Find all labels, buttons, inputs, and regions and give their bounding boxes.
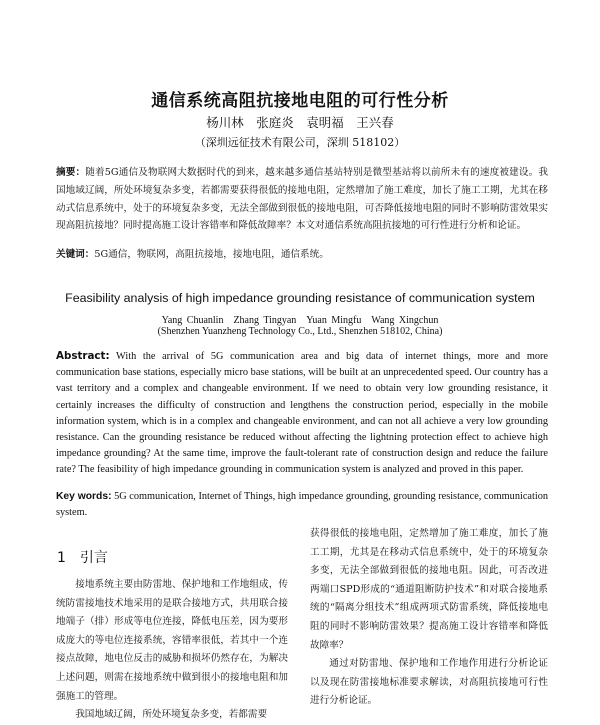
keywords-en bbox=[56, 489, 548, 521]
abstract-en bbox=[56, 348, 548, 479]
right-column bbox=[310, 525, 548, 711]
authors-en: Yang Chuanlin Zhang Tingyan Yuan Mingfu Wang Xingchun bbox=[161, 315, 439, 326]
affiliation-cn: （深圳远征技术有限公司，深圳 518102） bbox=[194, 136, 406, 149]
paragraph: 接地系统主要由防雷地、保护地和工作地组成，传统防雷接地技术地采用的是联合接地方式，共用联合接地端子（排）形成等电位连接，降低电压差，因为要形成庞大的等电位连接系统，容错率很低，若其中一个连接点故障，地电位反击的威胁和损坏仍然存在，为解决上述问题，则需在接地系统中做到很小的接地电阻和加强施工的管理。 bbox=[56, 579, 288, 702]
paper-title-cn: 通信系统高阻抗接地电阻的可行性分析 bbox=[151, 91, 449, 111]
keywords-en-label: Key words: bbox=[56, 491, 112, 502]
abstract-cn-text: 随着5G通信及物联网大数据时代的到来，越来越多通信基站特别是微型基站将以前所未有的速度被建设。我国地域辽阔，所处环境复杂多变，若都需要获得很低的接地电阻，定然增加了施工难度，加长了施工工期，尤其在移动式信息系统中，处于的环境复杂多变，无法全部做到很低的接地电阻，可否降低接地电阻的同时不影响防雷效果实现高阻抗接地？同时提高施工设计容错率和降低故障率？本文对通信系统高阻抗接地的可行性进行分析和论证。 bbox=[56, 167, 548, 232]
paragraph: 我国地域辽阔，所处环境复杂多变，若都需要 bbox=[75, 709, 268, 721]
left-column bbox=[56, 576, 288, 725]
abstract-cn-label: 摘要： bbox=[56, 167, 86, 178]
keywords-cn bbox=[56, 246, 548, 263]
abstract-en-text: With the arrival of 5G communication area and big data of internet things, more and more communication base stations, especially micro base stations, will be built at an unprecedented speed. Our country has a vast territory and a complex and changeable environment. If we need to obtain very low grounding resistance, it certainly increases the difficulty of construction and lengthens the construction period, especially in the mobile information system, which is in a complex and changeable environment, and can not all achieve a very low grounding resistance. Can the grounding resistance be reduced without affecting the lightning protection effect to achieve high impedance grounding? At the same time, improve the fault-tolerant rate of construction design and reduce the failure rate? The feasibility of high impedance grounding in communication system is analyzed and proved in this paper. bbox=[56, 351, 549, 476]
paragraph: 通过对防雷地、保护地和工作地作用进行分析论证以及现在防雷接地标准要求解读，对高阻抗接地可行性进行分析论证。 bbox=[310, 658, 548, 707]
section-title-introduction: 1 引言 bbox=[57, 550, 108, 566]
abstract-en-label: Abstract: bbox=[56, 350, 110, 362]
paper-title-en: Feasibility analysis of high impedance grounding resistance of communication system bbox=[65, 291, 535, 305]
keywords-cn-label: 关键词： bbox=[56, 249, 95, 260]
abstract-cn bbox=[56, 164, 548, 235]
paragraph: 获得很低的接地电阻，定然增加了施工难度，加长了施工工期，尤其是在移动式信息系统中，处于的环境复杂多变，无法全部做到很低的接地电阻。因此，可否改进两端口SPD形成的“通道阻断防护技术”和对联合接地系统的“隔离分组技术”组成两项式防雷系统，降低接地电阻的同时不影响防雷效果？提高施工设计容错率和降低故障率？ bbox=[310, 528, 548, 651]
keywords-cn-text: 5G通信，物联网，高阻抗接地，接地电阻，通信系统。 bbox=[94, 249, 329, 260]
authors-cn: 杨川林 张庭炎 袁明福 王兴春 bbox=[206, 115, 394, 130]
keywords-en-text: 5G communication, Internet of Things, high impedance grounding, grounding resistance, communication system. bbox=[56, 491, 548, 518]
affiliation-en: (Shenzhen Yuanzheng Technology Co., Ltd., Shenzhen 518102, China) bbox=[157, 326, 443, 337]
